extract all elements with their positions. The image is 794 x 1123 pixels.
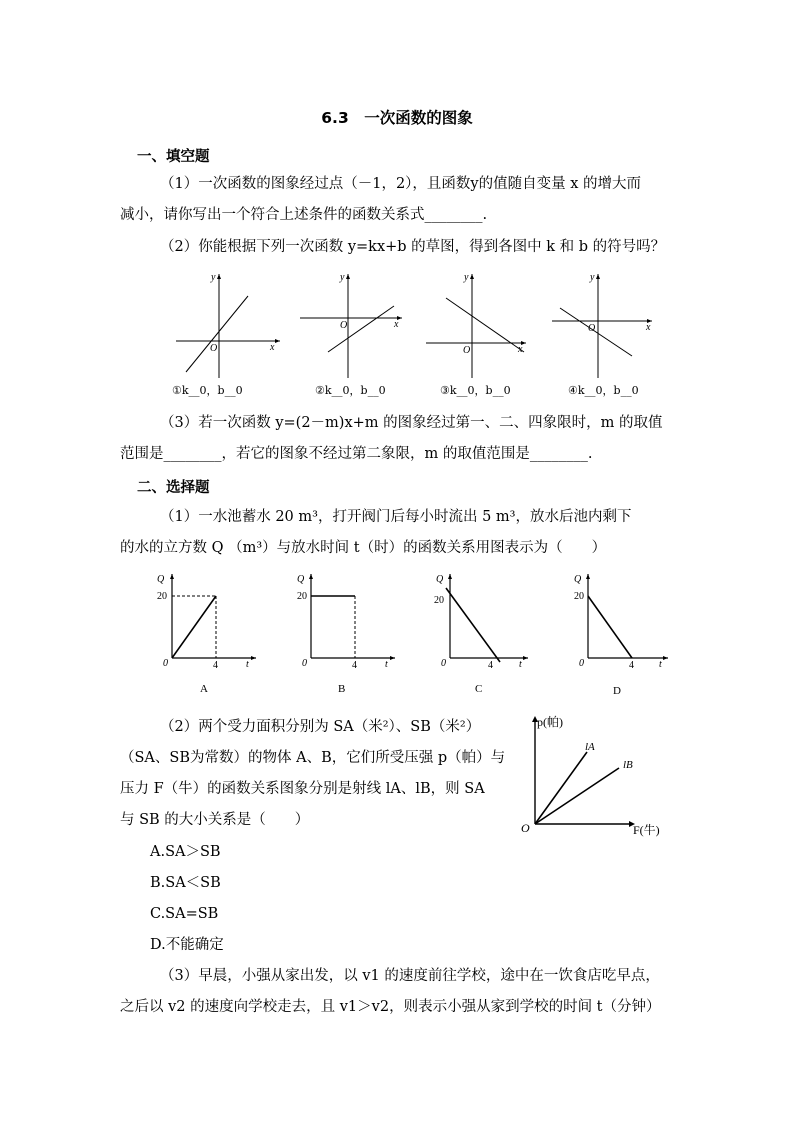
graph-3-y-label: y bbox=[464, 272, 469, 283]
option-d-x-tick: 4 bbox=[629, 660, 634, 671]
graph-1-y-label: y bbox=[211, 272, 216, 283]
graph-3-x-label: x bbox=[518, 344, 523, 355]
graph-2-line bbox=[328, 306, 394, 352]
graph-4-y-label: y bbox=[590, 272, 595, 283]
ray-la bbox=[535, 752, 587, 824]
graph-3-origin: O bbox=[463, 345, 471, 356]
option-b-x-axis: t bbox=[385, 659, 388, 670]
option-a-x-axis: t bbox=[246, 659, 249, 670]
graph-1-caption: ①k__0，b__0 bbox=[172, 384, 243, 397]
graph-4-line bbox=[560, 308, 632, 356]
q2-2-choice-c: C.SA=SB bbox=[150, 906, 219, 922]
section-heading-fill-blank: 一、填空题 bbox=[137, 149, 210, 165]
pressure-graph bbox=[515, 710, 675, 850]
q2-2-line2: （SA、SB为常数）的物体 A、B，它们所受压强 p（帕）与 bbox=[120, 750, 506, 766]
option-c-y-axis: Q bbox=[436, 574, 444, 585]
graph-3-line bbox=[446, 298, 524, 352]
option-graph-b bbox=[289, 568, 399, 698]
option-d-label: D bbox=[613, 685, 621, 697]
q1-3-line1: （3）若一次函数 y=(2－m)x+m 的图象经过第一、二、四象限时，m 的取值 bbox=[160, 415, 663, 431]
q2-3-line2: 之后以 v2 的速度向学校走去，且 v1＞v2，则表示小强从家到学校的时间 t（分钟） bbox=[120, 999, 661, 1015]
graph-3-caption: ③k__0，b__0 bbox=[440, 384, 511, 397]
graph-1-origin: O bbox=[210, 343, 218, 354]
q2-2-line4: 与 SB 的大小关系是（ ） bbox=[120, 812, 310, 828]
option-c-x-axis: t bbox=[519, 659, 522, 670]
sketch-graph-4 bbox=[550, 268, 660, 388]
graph-2-y-label: y bbox=[340, 272, 345, 283]
ray-lb-label: lB bbox=[623, 759, 633, 771]
graph-4-origin: O bbox=[588, 323, 596, 334]
graph-1-line bbox=[186, 296, 248, 372]
graph-4-x-label: x bbox=[646, 322, 651, 333]
option-a-label: A bbox=[200, 683, 208, 695]
graph-2-x-label: x bbox=[394, 319, 399, 330]
q1-3-line2: 范围是________，若它的图象不经过第二象限，m 的取值范围是________. bbox=[120, 446, 593, 462]
option-d-y-axis: Q bbox=[574, 574, 582, 585]
q2-2-line1: （2）两个受力面积分别为 SA（米²）、SB（米²） bbox=[160, 719, 481, 735]
page-title: 6.3 一次函数的图象 bbox=[321, 109, 473, 127]
option-b-label: B bbox=[338, 683, 346, 695]
sketch-graph-3 bbox=[424, 268, 534, 388]
q2-1-line1: （1）一水池蓄水 20 m³，打开阀门后每小时流出 5 m³，放水后池内剩下 bbox=[160, 509, 632, 525]
graph-2-caption: ②k__0，b__0 bbox=[315, 384, 386, 397]
option-a-y-tick: 20 bbox=[157, 591, 167, 602]
q2-1-line2: 的水的立方数 Q （m³）与放水时间 t（时）的函数关系用图表示为（ ） bbox=[120, 540, 607, 556]
option-b-origin: 0 bbox=[302, 658, 307, 669]
option-b-y-axis: Q bbox=[297, 574, 305, 585]
q1-1-line2: 减小，请你写出一个符合上述条件的函数关系式________. bbox=[120, 207, 488, 223]
option-a-x-tick: 4 bbox=[213, 660, 218, 671]
option-a-line bbox=[172, 596, 216, 658]
option-d-x-axis: t bbox=[659, 659, 662, 670]
option-c-line bbox=[446, 588, 500, 662]
sketch-graph-1 bbox=[172, 268, 284, 388]
q1-2-line1: （2）你能根据下列一次函数 y=kx+b 的草图，得到各图中 k 和 b 的符号吗？ bbox=[160, 239, 666, 255]
option-graph-d bbox=[566, 568, 676, 698]
option-d-origin: 0 bbox=[579, 658, 584, 669]
option-a-origin: 0 bbox=[163, 658, 168, 669]
option-c-x-tick: 4 bbox=[488, 660, 493, 671]
option-graph-c bbox=[428, 568, 538, 698]
sketch-graph-2 bbox=[298, 268, 408, 388]
option-d-line bbox=[588, 596, 632, 658]
q2-2-choice-b: B.SA＜SB bbox=[150, 875, 221, 891]
option-c-label: C bbox=[475, 683, 483, 695]
q2-2-choice-d: D.不能确定 bbox=[150, 937, 224, 953]
option-a-y-axis: Q bbox=[157, 574, 165, 585]
pressure-y-label: p(帕) bbox=[537, 715, 563, 729]
ray-lb bbox=[535, 768, 619, 824]
q2-3-line1: （3）早晨，小强从家出发，以 v1 的速度前往学校，途中在一饮食店吃早点， bbox=[160, 968, 660, 984]
option-d-y-tick: 20 bbox=[574, 591, 584, 602]
section-heading-multiple-choice: 二、选择题 bbox=[137, 480, 210, 496]
pressure-origin: O bbox=[521, 821, 530, 835]
graph-4-caption: ④k__0，b__0 bbox=[568, 384, 639, 397]
ray-la-label: lA bbox=[585, 741, 595, 753]
option-b-y-tick: 20 bbox=[297, 591, 307, 602]
option-graph-a bbox=[150, 568, 260, 698]
pressure-x-label: F(牛) bbox=[633, 823, 660, 837]
q1-1-line1: （1）一次函数的图象经过点（－1，2），且函数y的值随自变量 x 的增大而 bbox=[160, 176, 642, 192]
graph-2-origin: O bbox=[340, 320, 348, 331]
option-c-y-tick: 20 bbox=[434, 595, 444, 606]
q2-2-choice-a: A.SA＞SB bbox=[150, 844, 221, 860]
option-c-origin: 0 bbox=[441, 658, 446, 669]
q2-2-line3: 压力 F（牛）的函数关系图象分别是射线 lA、lB，则 SA bbox=[120, 781, 485, 797]
option-b-x-tick: 4 bbox=[352, 660, 357, 671]
graph-1-x-label: x bbox=[270, 342, 275, 353]
